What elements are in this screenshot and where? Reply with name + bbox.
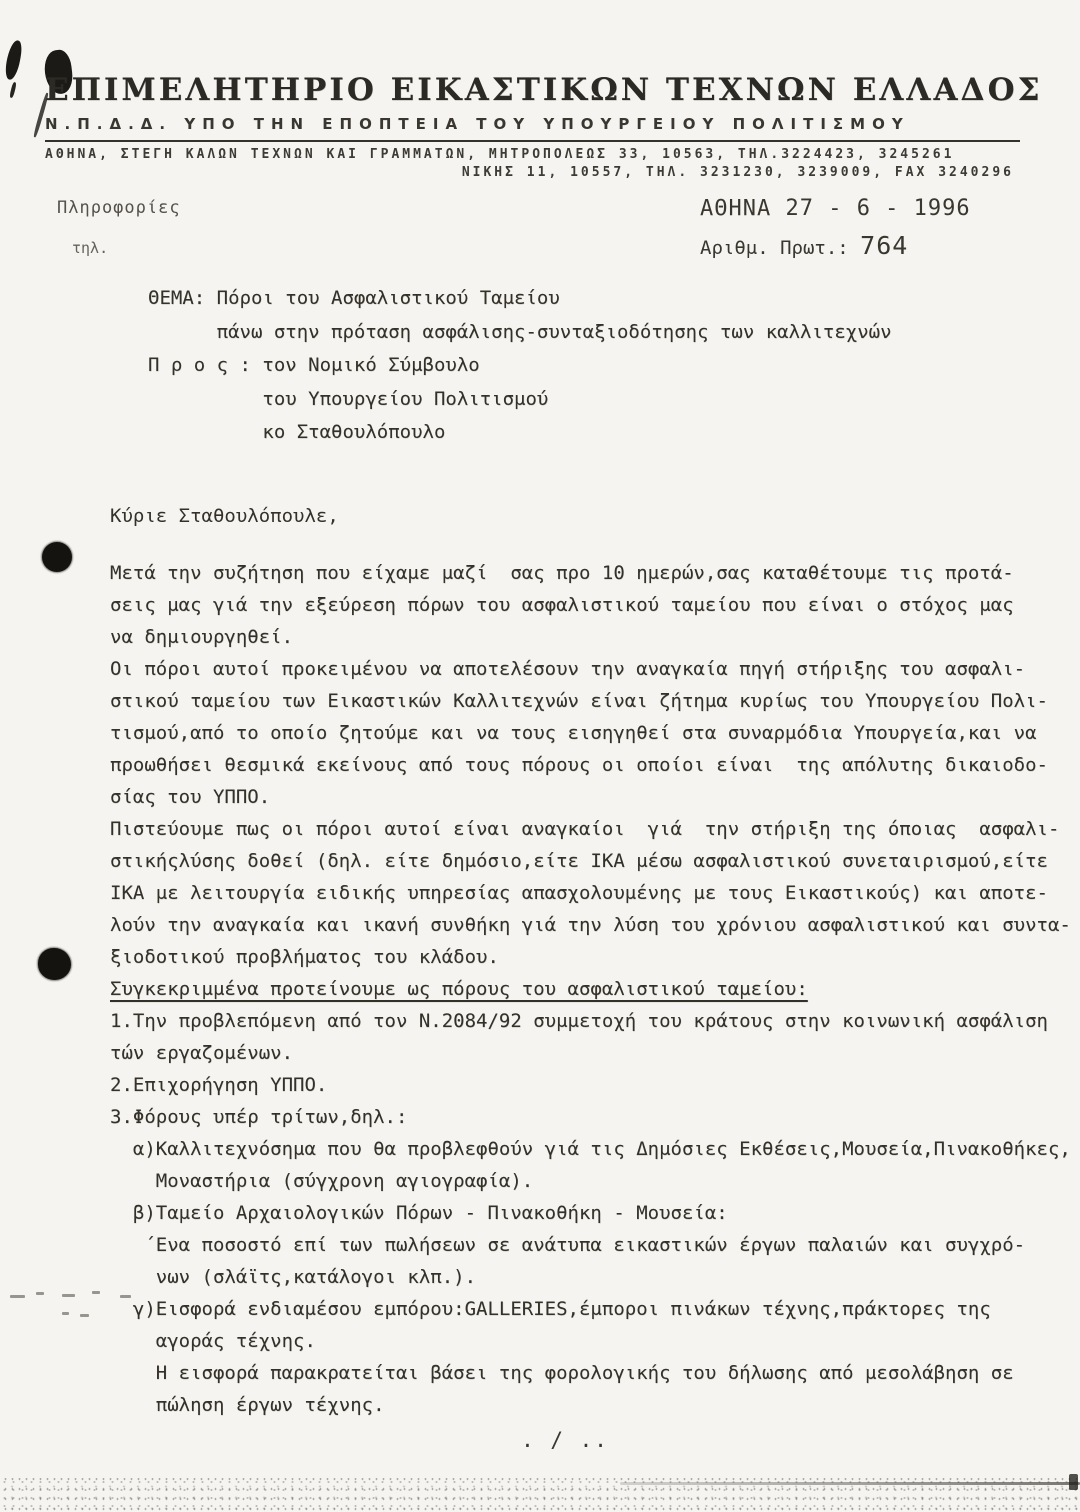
margin-dash-artifact — [62, 1294, 75, 1297]
ink-blob-artifact — [4, 39, 24, 81]
city-and-date: ΑΘΗΝΑ 27 - 6 - 1996 — [700, 196, 971, 221]
tel-label: τηλ. — [72, 239, 109, 257]
punch-hole-mark — [42, 542, 72, 572]
text-line: πώληση έργων τέχνης. — [110, 1394, 385, 1416]
protocol-number: 764 — [860, 231, 909, 260]
text-line: α)Καλλιτεχνόσημα που θα προβλεφθούν γιά τις Δημόσιες Εκθέσεις,Μουσεία,Πινακοθήκες, — [110, 1138, 1071, 1160]
text-line: 2.Επιχορήγηση ΥΠΠΟ. — [110, 1074, 328, 1096]
text-line: ξιοδοτικού προβλήματος του κλάδου. — [110, 946, 499, 968]
text-line: ΙΚΑ με λειτουργία ειδικής υπηρεσίας απασχολουμένης με τους Εικαστικούς) και αποτε- — [110, 882, 1048, 904]
address-line-2: ΝΙΚΗΣ 11, 10557, ΤΗΛ. 3231230, 3239009, FAX 3240296 — [461, 165, 1014, 180]
text-line: ΘΕΜΑ: Πόροι του Ασφαλιστικού Ταμείου — [148, 287, 560, 309]
text-line: πάνω στην πρόταση ασφάλισης-συνταξιοδότησης των καλλιτεχνών — [148, 320, 892, 343]
subject-block — [148, 282, 892, 450]
scan-corner-mark — [1069, 1474, 1078, 1490]
letterhead — [45, 72, 1043, 180]
text-line: β)Ταμείο Αρχαιολογικών Πόρων - Πινακοθήκη - Μουσεία: — [110, 1202, 728, 1224]
text-line: ΄Ενα ποσοστό επί των πωλήσεων σε ανάτυπα εικαστικών έργων παλαιών και συγχρό- — [110, 1234, 1026, 1256]
protocol-line — [700, 231, 908, 260]
text-line: σίας του ΥΠΠΟ. — [110, 786, 271, 808]
info-label: Πληροφορίες — [57, 198, 181, 218]
scan-noise-band — [0, 1478, 1080, 1512]
text-line: του Υπουργείου Πολιτισμού — [148, 387, 549, 410]
margin-dash-artifact — [10, 1295, 25, 1298]
text-line: σεις μας γιά την εξεύρεση πόρων του ασφαλιστικού ταμείου που είναι ο στόχος μας — [110, 594, 1014, 616]
text-line: γ)Εισφορά ενδιαμέσου εμπόρου:GALLERIES,έμποροι πινάκων τέχνης,πράκτορες της — [110, 1298, 991, 1320]
text-line: κο Σταθουλόπουλο — [148, 421, 446, 443]
text-line: Οι πόροι αυτοί προκειμένου να αποτελέσουν την αναγκαία πηγή στήριξης του ασφαλι- — [110, 658, 1026, 680]
text-line: Μετά την συζήτηση που είχαμε μαζί σας προ 10 ημερών,σας καταθέτουμε τις προτά- — [110, 562, 1014, 584]
text-line: λούν την αναγκαία και ικανή συνθήκη γιά την λύση του χρόνιου ασφαλιστικού και συντα- — [110, 914, 1071, 936]
salutation: Κύριε Σταθουλόπουλε, — [110, 505, 339, 527]
legal-status-line: Ν.Π.Δ.Δ. ΥΠΟ ΤΗΝ ΕΠΟΠΤΕΙΑ ΤΟΥ ΥΠΟΥΡΓΕΙΟΥ ΠΟΛΙΤΙΣΜΟΥ — [45, 115, 1020, 142]
ink-blob-artifact — [9, 82, 17, 98]
continuation-mark: . / .. — [521, 1428, 609, 1452]
text-line: 1.Την προβλεπόμενη από τον Ν.2084/92 συμμετοχή του κράτους στην κοινωνική ασφάλιση — [110, 1010, 1048, 1032]
text-line: Π ρ ο ς : τον Νομικό Σύμβουλο — [148, 354, 480, 376]
text-line: νων (σλάϊτς,κατάλογοι κλπ.). — [110, 1266, 477, 1288]
text-line: τών εργαζομένων. — [110, 1042, 294, 1064]
margin-dash-artifact — [36, 1292, 44, 1295]
address-line-1: ΑΘΗΝΑ, ΣΤΕΓΗ ΚΑΛΩΝ ΤΕΧΝΩΝ ΚΑΙ ΓΡΑΜΜΑΤΩΝ, ΜΗΤΡΟΠΟΛΕΩΣ 33, 10563, ΤΗΛ.3224423, 3245261 — [45, 147, 955, 162]
body-lines — [110, 557, 1080, 1421]
punch-hole-mark — [38, 948, 71, 980]
organization-name: ΕΠΙΜΕΛΗΤΗΡΙΟ ΕΙΚΑΣΤΙΚΩΝ ΤΕΧΝΩΝ ΕΛΛΑΔΟΣ — [45, 72, 1043, 108]
margin-dash-artifact — [92, 1291, 100, 1294]
text-line: αγοράς τέχνης. — [110, 1330, 316, 1352]
text-line: προωθήσει θεσμικά εκείνους από τους πόρους οι οποίοι είναι της απόλυτης δικαιοδο- — [110, 754, 1048, 776]
text-line: Η εισφορά παρακρατείται βάσει της φορολογικής του δήλωσης από μεσολάβηση σε — [110, 1362, 1014, 1384]
text-line: να δημιουργηθεί. — [110, 626, 294, 648]
text-line: 3.Φόρους υπέρ τρίτων,δηλ.: — [110, 1106, 408, 1128]
text-line: Συγκεκριμμένα προτείνουμε ως πόρους του ασφαλιστικού ταμείου: — [110, 978, 808, 1000]
text-line: τισμού,από το οποίο ζητούμε και να τους εισηγηθεί στα συναρμόδια Υπουργεία,και να — [110, 722, 1037, 744]
margin-dash-artifact — [80, 1314, 89, 1317]
margin-dash-artifact — [62, 1312, 69, 1315]
text-line: Μοναστήρια (σύγχρονη αγιογραφία). — [110, 1170, 534, 1192]
text-line: στικού ταμείου των Εικαστικών Καλλιτεχνών είναι ζήτημα κυρίως του Υπουργείου Πολι- — [110, 690, 1048, 712]
text-line: στικήςλύσης δοθεί (δηλ. είτε δημόσιο,είτε ΙΚΑ μέσω ασφαλιστικού συνεταιρισμού,είτε — [110, 850, 1048, 872]
protocol-label: Αριθμ. Πρωτ.: — [700, 237, 849, 259]
text-line: Πιστεύουμε πως οι πόροι αυτοί είναι αναγκαίοι γιά την στήριξη της όποιας ασφαλι- — [110, 818, 1060, 840]
letter-body — [110, 505, 1080, 1421]
